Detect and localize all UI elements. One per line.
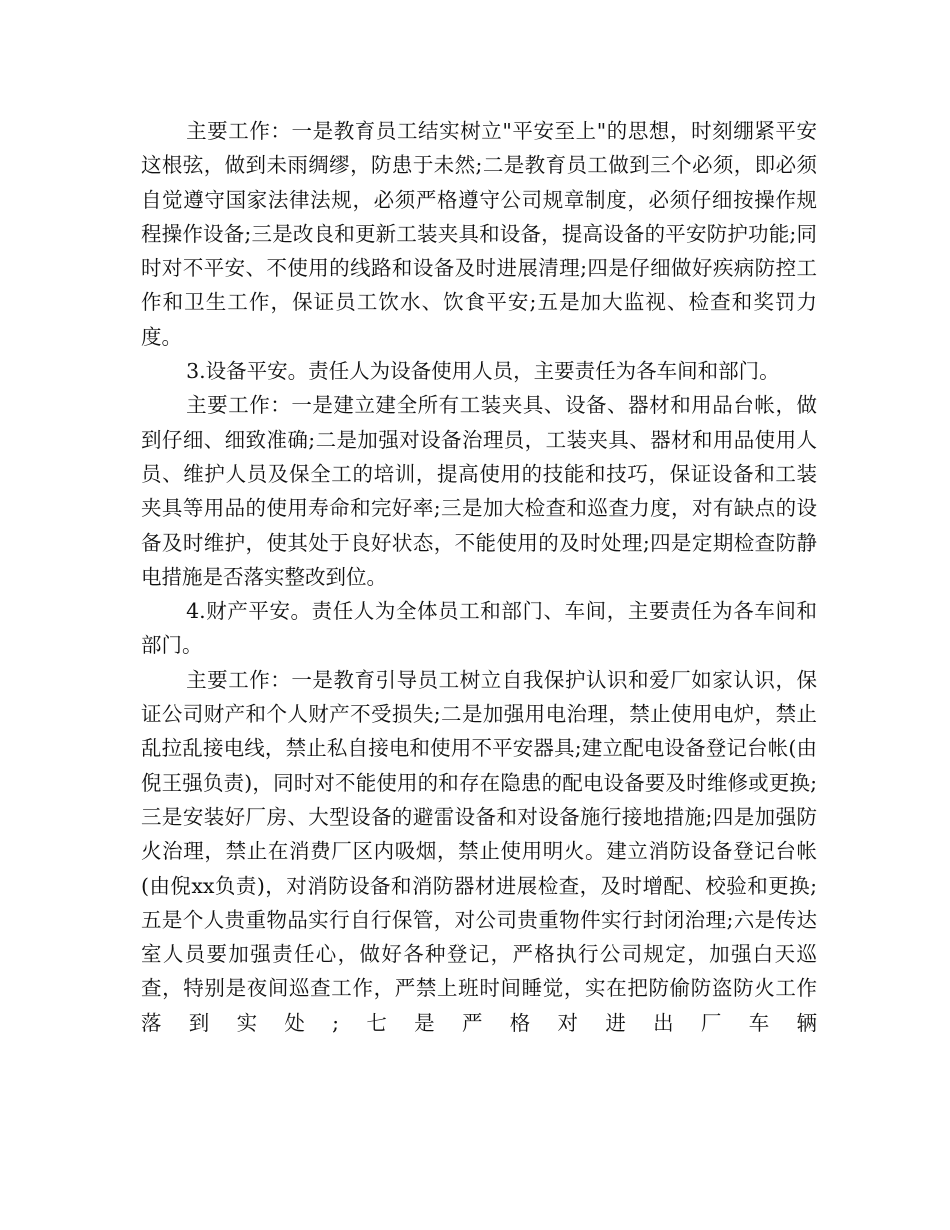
paragraph-safety-education: 主要工作：一是教育员工结实树立"平安至上"的思想，时刻绷紧平安这根弦，做到未雨绸缪，防患于未然;二是教育员工做到三个必须，即必须自觉遵守国家法律法规，必须严格遵守公司规章制度，必须仔细按操作规程操作设备;三是改良和更新工装夹具和设备，提高设备的平安防护功能;同时对不平安、不使用的线路和设备及时进展清理;四是仔细做好疾病防控工作和卫生工作，保证员工饮水、饮食平安;五是加大监视、检查和奖罚力度。 (141, 119, 817, 349)
paragraph-equipment-safety-work: 主要工作：一是建立建全所有工装夹具、设备、器材和用品台帐，做到仔细、细致准确;二是加强对设备治理员，工装夹具、器材和用品使用人员、维护人员及保全工的培训，提高使用的技能和技巧，保证设备和工装夹具等用品的使用寿命和完好率;三是加大检查和巡查力度，对有缺点的设备及时维护，使其处于良好状态，不能使用的及时处理;四是定期检查防静电措施是否落实整改到位。 (141, 393, 817, 589)
paragraph-property-safety-work: 主要工作：一是教育引导员工树立自我保护认识和爱厂如家认识，保证公司财产和个人财产不受损失;二是加强用电治理，禁止使用电炉，禁止乱拉乱接电线，禁止私自接电和使用不平安器具;建立配电设备登记台帐(由倪王强负责)，同时对不能使用的和存在隐患的配电设备要及时维修或更换;三是安装好厂房、大型设备的避雷设备和对设备施行接地措施;四是加强防火治理，禁止在消费厂区内吸烟，禁止使用明火。建立消防设备登记台帐(由倪xx负责)，对消防设备和消防器材进展检查，及时增配、校验和更换;五是个人贵重物品实行自行保管，对公司贵重物件实行封闭治理;六是传达室人员要加强责任心，做好各种登记，严格执行公司规定，加强白天巡查，特别是夜间巡查工作，严禁上班时间睡觉，实在把防偷防盗防火工作落到实处;七是严格对进出厂车辆 (141, 667, 817, 1035)
paragraph-property-safety-heading: 4.财产平安。责任人为全体员工和部门、车间，主要责任为各车间和部门。 (141, 599, 817, 658)
document-body (141, 114, 817, 1040)
paragraph-equipment-safety-heading: 3.设备平安。责任人为设备使用人员，主要责任为各车间和部门。 (186, 359, 780, 384)
